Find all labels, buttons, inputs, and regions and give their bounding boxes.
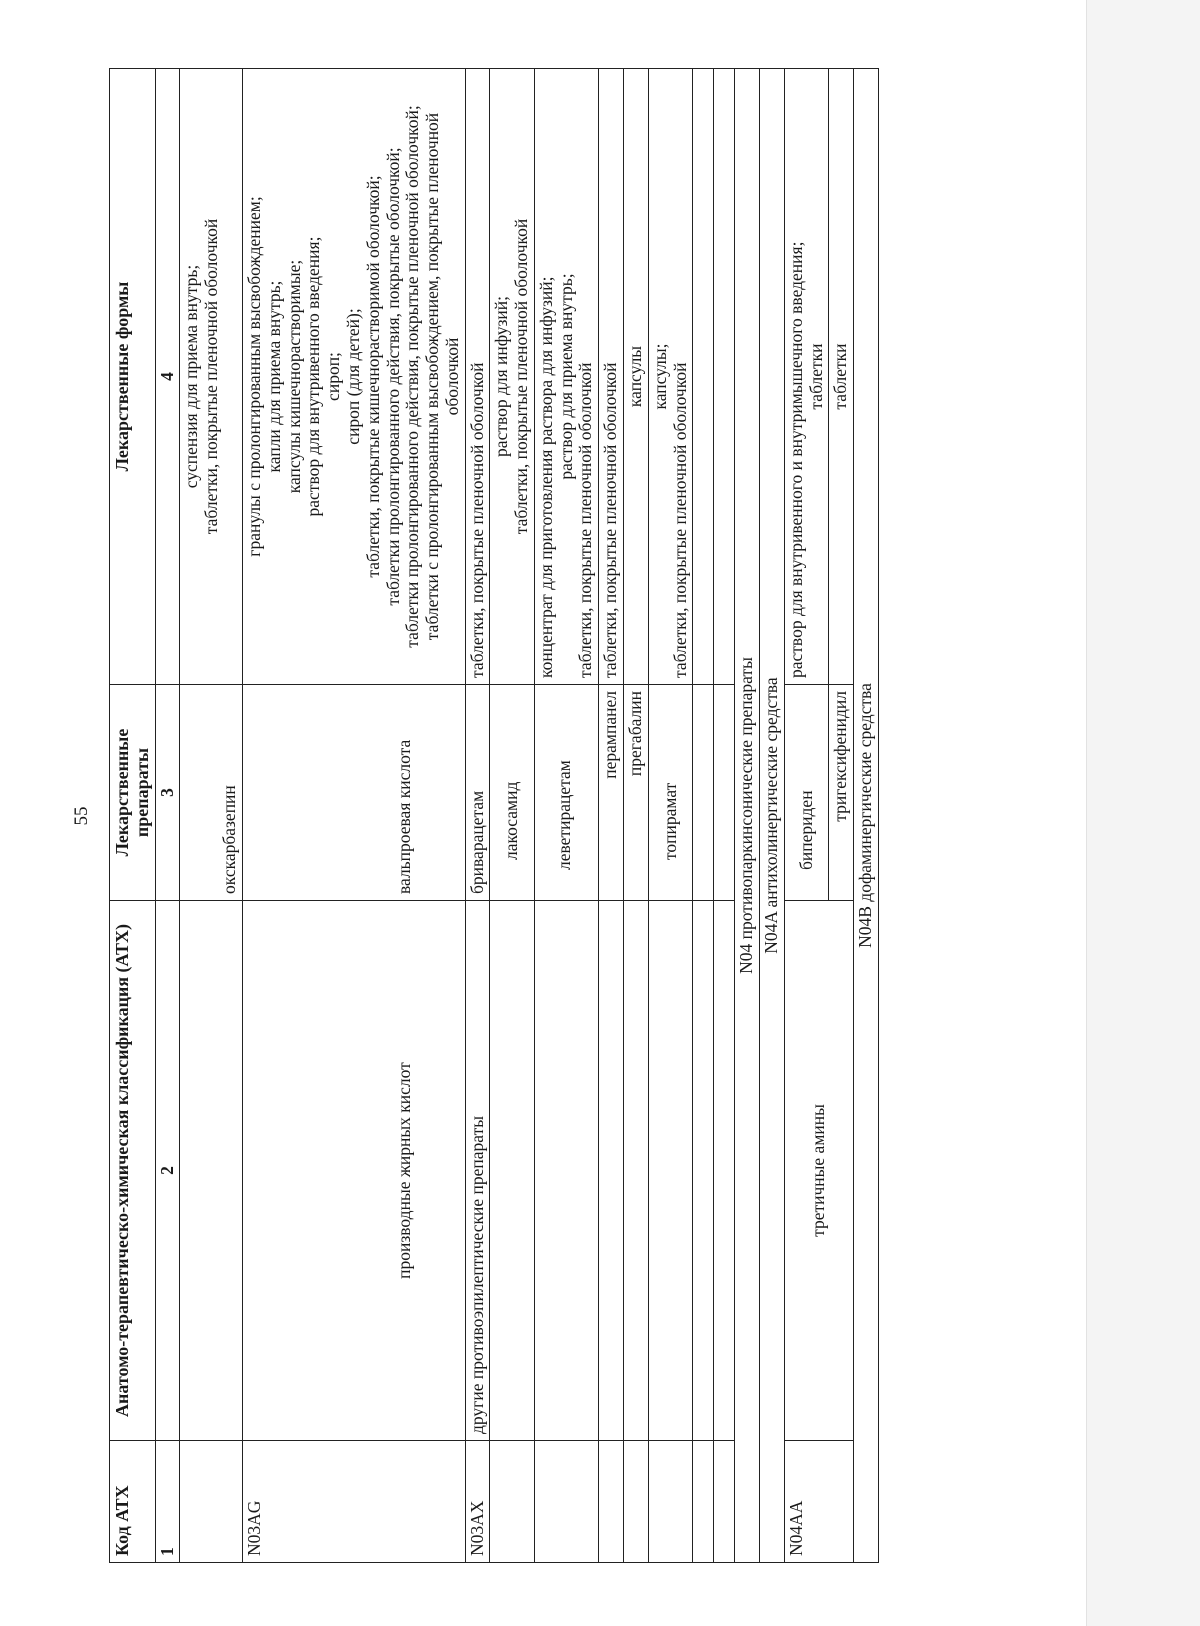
form-line: таблетки с пролонгированным высвобождением, покрытые пленочной оболочкой (422, 112, 462, 641)
blank-cell (693, 69, 714, 685)
form-line: таблетки, покрытые пленочной оболочкой (669, 362, 690, 678)
blank-cell (714, 685, 735, 901)
col-number-3: 3 (155, 685, 180, 901)
class-cell (534, 901, 598, 1441)
code-cell: N03AX (465, 1441, 490, 1563)
form-line: раствор для инфузий; (491, 296, 512, 457)
form-line: таблетки, покрытые кишечнорастворимой оболочкой; (362, 175, 383, 578)
col-number-2: 2 (155, 901, 180, 1441)
forms-cell (829, 69, 854, 685)
preparation-cell: лакосамид (490, 685, 535, 901)
code-cell: N04AA (784, 1441, 853, 1563)
class-cell (180, 901, 243, 1441)
form-line: таблетки пролонгированного действия, покрытые оболочкой; (382, 147, 403, 606)
form-line: концентрат для приготовления раствора для инфузий; (535, 276, 556, 678)
header-atc-code: Код АТХ (110, 1441, 156, 1563)
forms-cell (465, 69, 490, 685)
forms-cell (599, 69, 624, 685)
header-dosage-forms: Лекарственные формы (110, 69, 156, 685)
form-line: раствор для приема внутрь; (555, 273, 576, 480)
table-row (180, 69, 243, 1563)
group-heading: N04B дофаминергические средства (854, 69, 879, 1563)
forms-cell (243, 69, 465, 685)
forms-cell (534, 69, 598, 685)
code-cell (648, 1441, 693, 1563)
class-cell: другие противоэпилептические препараты (465, 901, 490, 1441)
form-line: капсулы кишечнорастворимые; (283, 259, 304, 494)
table-row (243, 69, 465, 1563)
column-number-row (155, 69, 180, 1563)
col-number-4: 4 (155, 69, 180, 685)
forms-cell (784, 69, 829, 685)
class-cell: третичные амины (784, 901, 853, 1441)
form-line: сироп (для детей); (343, 308, 364, 445)
preparation-cell: тригексифенидил (829, 685, 854, 901)
blank-cell (714, 69, 735, 685)
form-line: таблетки, покрытые пленочной оболочкой (466, 362, 487, 678)
preparation-cell: вальпроевая кислота (243, 685, 465, 901)
drug-table (109, 68, 879, 1563)
forms-cell (180, 69, 243, 685)
blank-cell (714, 901, 735, 1441)
form-line: капсулы (624, 345, 645, 408)
forms-cell (648, 69, 693, 685)
class-cell (623, 901, 648, 1441)
code-cell (180, 1441, 243, 1563)
table-row (534, 69, 598, 1563)
preparation-cell: леветирацетам (534, 685, 598, 901)
group-row-n04 (735, 69, 760, 1563)
code-cell (599, 1441, 624, 1563)
form-line: таблетки, покрытые пленочной оболочкой (201, 218, 222, 535)
class-cell (648, 901, 693, 1441)
group-heading: N04 противопаркинсонические препараты (735, 69, 760, 1563)
forms-cell (490, 69, 535, 685)
col-number-1: 1 (155, 1441, 180, 1563)
form-line: капсулы; (649, 343, 670, 410)
form-line: таблетки пролонгированного действия, покрытые пленочной оболочкой; (402, 105, 423, 648)
blank-row (693, 69, 714, 1563)
table-row (648, 69, 693, 1563)
preparation-cell: окскарбазепин (180, 685, 243, 901)
form-line: таблетки, покрытые пленочной оболочкой (600, 362, 621, 678)
group-row-n04a (760, 69, 785, 1563)
class-cell (599, 901, 624, 1441)
blank-cell (693, 685, 714, 901)
table-row (599, 69, 624, 1563)
preparation-cell: бриварацетам (465, 685, 490, 901)
header-preparations: Лекарственные препараты (110, 685, 156, 901)
blank-cell (714, 1441, 735, 1563)
blank-cell (693, 1441, 714, 1563)
table-row (623, 69, 648, 1563)
class-cell (490, 901, 535, 1441)
code-cell (534, 1441, 598, 1563)
blank-row (714, 69, 735, 1563)
form-line: сироп; (323, 352, 344, 401)
form-line: гранулы с пролонгированным высвобождением; (244, 196, 265, 557)
group-row-n04b (854, 69, 879, 1563)
preparation-cell: топирамат (648, 685, 693, 901)
preparation-cell: бипериден (784, 685, 829, 901)
form-line: таблетки (830, 343, 851, 410)
forms-cell (623, 69, 648, 685)
code-cell: N03AG (243, 1441, 465, 1563)
form-line: капли для приема внутрь; (263, 280, 284, 473)
form-line: таблетки, покрытые пленочной оболочкой (511, 218, 532, 535)
preparation-cell: перампанел (599, 685, 624, 901)
table-row (490, 69, 535, 1563)
rotated-page (71, 69, 1119, 1563)
group-heading: N04A антихолинергические средства (760, 69, 785, 1563)
page-number: 55 (71, 806, 92, 826)
code-cell (490, 1441, 535, 1563)
table-row (784, 69, 829, 1563)
table-row (465, 69, 490, 1563)
code-cell (623, 1441, 648, 1563)
header-atc-classification: Анатомо-терапевтическо-химическая классификация (АТХ) (110, 901, 156, 1441)
table-header-row (110, 69, 156, 1563)
form-line: таблетки (805, 343, 826, 410)
preparation-cell: прегабалин (623, 685, 648, 901)
blank-cell (693, 901, 714, 1441)
class-cell: производные жирных кислот (243, 901, 465, 1441)
form-line: таблетки, покрытые пленочной оболочкой (575, 362, 596, 678)
form-line: раствор для внутривенного и внутримышечного введения; (785, 241, 806, 678)
form-line: суспензия для приема внутрь; (181, 264, 202, 489)
form-line: раствор для внутривенного введения; (303, 236, 324, 517)
